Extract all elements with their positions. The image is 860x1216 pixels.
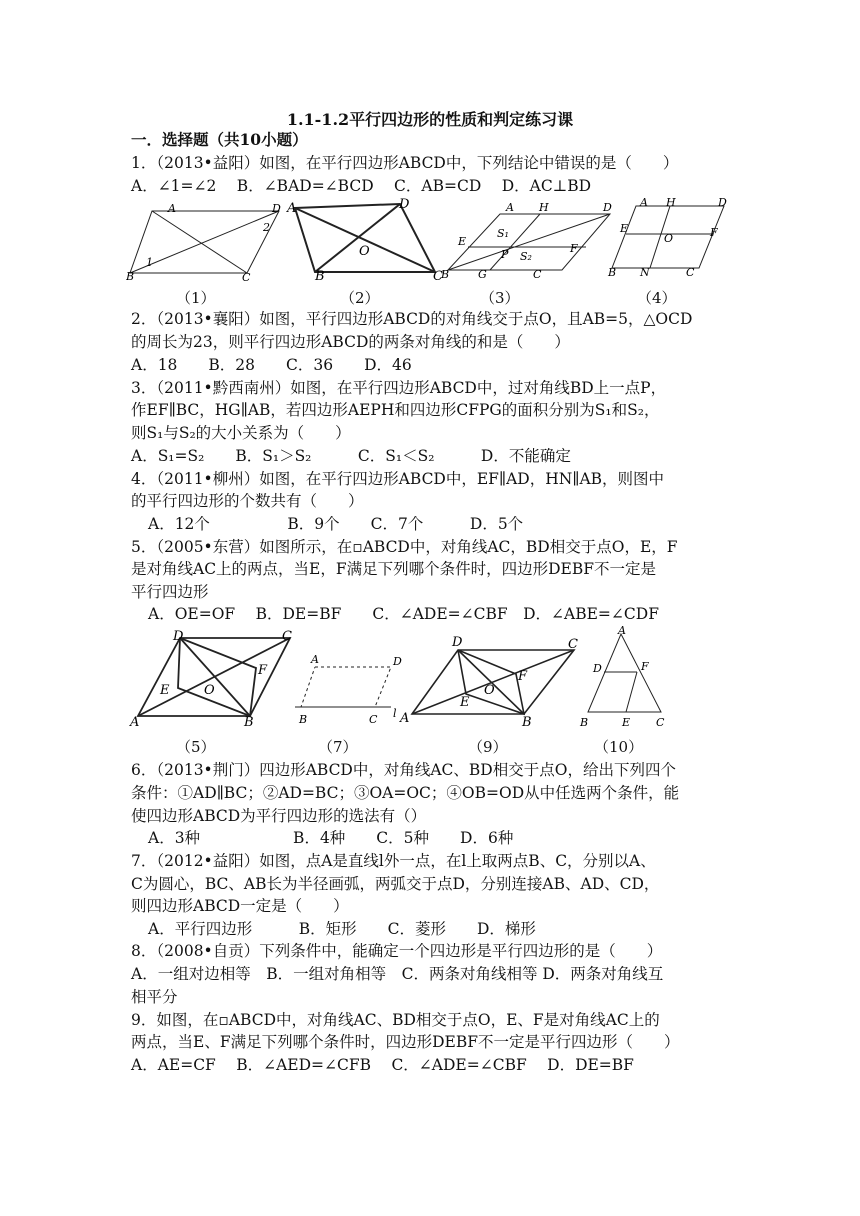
svg-text:F: F <box>710 226 718 239</box>
svg-text:H: H <box>666 196 676 209</box>
q4-options: A．12个 B．9个 C．7个 D．5个 <box>148 515 524 533</box>
svg-text:S₁: S₁ <box>497 227 509 240</box>
q4-stem-line2: 的平行四边形的个数共有（ ） <box>131 492 364 510</box>
svg-text:C: C <box>282 629 292 644</box>
svg-text:O: O <box>359 244 370 259</box>
svg-text:B: B <box>315 269 325 282</box>
svg-text:B: B <box>522 715 532 728</box>
q5-stem-line2: 是对角线AC上的两点，当E，F满足下列哪个条件时，四边形DEBF不一定是 <box>131 560 657 578</box>
svg-text:D: D <box>603 201 612 214</box>
svg-text:E: E <box>160 683 170 698</box>
svg-text:O: O <box>484 683 495 698</box>
svg-text:C: C <box>433 269 443 282</box>
svg-text:C: C <box>686 266 695 279</box>
q4-stem-line1: 4．（2011•柳州）如图，在平行四边形ABCD中，EF∥AD，HN∥AB，则图中 <box>131 470 665 488</box>
svg-text:C: C <box>568 637 578 652</box>
figure-9-caption: （9） <box>468 738 508 756</box>
svg-text:D: D <box>718 196 727 209</box>
figure-4-caption: （4） <box>637 289 677 307</box>
svg-text:D: D <box>452 635 463 650</box>
q5-options: A．OE=OF B．DE=BF C．∠ADE=∠CBF D．∠ABE=∠CDF <box>148 605 659 623</box>
q8-options-line1: A．一组对边相等 B．一组对角相等 C．两条对角线相等 D．两条对角线互 <box>131 965 664 983</box>
svg-text:B: B <box>244 715 254 728</box>
svg-text:E: E <box>622 716 631 728</box>
svg-text:H: H <box>539 201 549 214</box>
q6-stem-line1: 6．（2013•荆门）四边形ABCD中，对角线AC、BD相交于点O，给出下列四个 <box>131 761 676 779</box>
q2-options: A．18 B．28 C．36 D．46 <box>131 356 412 374</box>
q9-options: A．AE=CF B．∠AED=∠CFB C．∠ADE=∠CBF D．DE=BF <box>131 1056 634 1074</box>
svg-text:F: F <box>258 663 268 678</box>
q6-options: A．3种 B．4种 C．5种 D．6种 <box>148 829 514 847</box>
svg-text:N: N <box>640 266 650 279</box>
figure-3 <box>440 200 620 282</box>
svg-text:D: D <box>399 198 410 212</box>
figure-5-caption: （5） <box>176 738 216 756</box>
q3-stem-line3: 则S₁与S₂的大小关系为（ ） <box>131 424 351 442</box>
q1-options: A．∠1=∠2 B．∠BAD=∠BCD C．AB=CD D．AC⊥BD <box>131 177 592 195</box>
svg-text:O: O <box>204 683 215 698</box>
svg-text:A: A <box>168 203 176 215</box>
svg-text:E: E <box>620 222 629 235</box>
q8-stem-line1: 8．（2008•自贡）下列条件中，能确定一个四边形是平行四边形的是（ ） <box>131 942 663 960</box>
svg-text:A: A <box>618 624 626 637</box>
figure-2-caption: （2） <box>340 289 380 307</box>
q3-stem-line1: 3．（2011•黔西南州）如图，在平行四边形ABCD中，过对角线BD上一点P， <box>131 379 667 397</box>
q9-stem-line1: 9．如图，在▫ABCD中，对角线AC、BD相交于点O，E、F是对角线AC上的 <box>131 1011 660 1029</box>
svg-text:D: D <box>593 662 602 675</box>
q3-stem-line2: 作EF∥BC，HG∥AB，若四边形AEPH和四边形CFPG的面积分别为S₁和S₂， <box>131 401 660 419</box>
q7-stem-line1: 7．（2012•益阳）如图，点A是直线l外一点，在l上取两点B、C，分别以A、 <box>131 852 656 870</box>
svg-text:E: E <box>458 235 467 248</box>
figure-5 <box>128 628 300 728</box>
svg-text:1: 1 <box>146 256 153 269</box>
figure-7 <box>291 645 411 731</box>
page-title: 1.1-1.2平行四边形的性质和判定练习课 <box>286 110 574 129</box>
figure-1-caption: （1） <box>176 289 216 307</box>
figure-9 <box>398 630 583 728</box>
q2-stem-line2: 的周长为23，则平行四边形ABCD的两条对角线的和是（ ） <box>131 333 570 351</box>
svg-text:F: F <box>570 242 578 255</box>
svg-text:2: 2 <box>263 221 270 234</box>
q7-stem-line3: 则四边形ABCD一定是（ ） <box>131 897 349 915</box>
svg-text:D: D <box>272 203 281 215</box>
svg-text:P: P <box>501 248 509 261</box>
svg-text:D: D <box>173 629 184 644</box>
svg-text:B: B <box>580 716 589 728</box>
svg-text:S₂: S₂ <box>520 250 532 263</box>
figure-10-caption: （10） <box>594 738 644 756</box>
q9-stem-line2: 两点，当E、F满足下列哪个条件时，四边形DEBF不一定是平行四边形（ ） <box>131 1033 680 1051</box>
figure-7-caption: （7） <box>318 738 358 756</box>
svg-text:A: A <box>130 715 140 728</box>
section-heading: 一．选择题（共10小题） <box>131 130 308 149</box>
q8-options-line2: 相平分 <box>131 988 178 1006</box>
svg-text:B: B <box>441 268 450 281</box>
q5-stem-line1: 5．（2005•东营）如图所示，在▫ABCD中，对角线AC，BD相交于点O，E，F <box>131 538 678 556</box>
q1-stem: 1．（2013•益阳）如图，在平行四边形ABCD中，下列结论中错误的是（ ） <box>131 154 679 172</box>
figure-1 <box>126 203 286 281</box>
svg-text:F: F <box>641 660 649 673</box>
svg-text:l: l <box>393 707 397 720</box>
figure-4 <box>606 196 731 282</box>
svg-text:A: A <box>506 201 514 214</box>
svg-text:C: C <box>656 716 665 728</box>
q7-options: A．平行四边形 B．矩形 C．菱形 D．梯形 <box>148 920 536 938</box>
q6-stem-line3: 使四边形ABCD为平行四边形的选法有（） <box>131 807 427 825</box>
svg-text:A: A <box>640 196 648 209</box>
svg-text:O: O <box>664 232 674 245</box>
svg-text:A: A <box>287 201 297 216</box>
svg-text:C: C <box>242 271 251 281</box>
svg-text:B: B <box>608 266 617 279</box>
svg-text:E: E <box>460 695 470 710</box>
q7-stem-line2: C为圆心，BC、AB长为半径画弧，两弧交于点D，分别连接AB、AD、CD， <box>131 875 660 893</box>
svg-text:C: C <box>533 268 542 281</box>
q6-stem-line2: 条件：①AD∥BC；②AD=BC；③OA=OC；④OB=OD从中任选两个条件，能 <box>131 784 680 802</box>
q2-stem-line1: 2．（2013•襄阳）如图，平行四边形ABCD的对角线交于点O，且AB=5，△OCD <box>131 310 693 328</box>
svg-text:D: D <box>393 655 402 668</box>
figure-3-caption: （3） <box>480 289 520 307</box>
q3-options: A．S₁=S₂ B．S₁＞S₂ C．S₁＜S₂ D．不能确定 <box>131 447 571 465</box>
svg-text:B: B <box>299 713 308 726</box>
svg-text:B: B <box>126 270 135 281</box>
svg-text:A: A <box>400 711 410 726</box>
svg-text:A: A <box>311 653 319 666</box>
figure-10 <box>576 624 676 728</box>
figure-2 <box>285 198 445 282</box>
svg-text:G: G <box>478 268 487 281</box>
svg-text:C: C <box>369 713 378 726</box>
svg-text:F: F <box>518 669 528 684</box>
q5-stem-line3: 平行四边形 <box>131 583 209 601</box>
